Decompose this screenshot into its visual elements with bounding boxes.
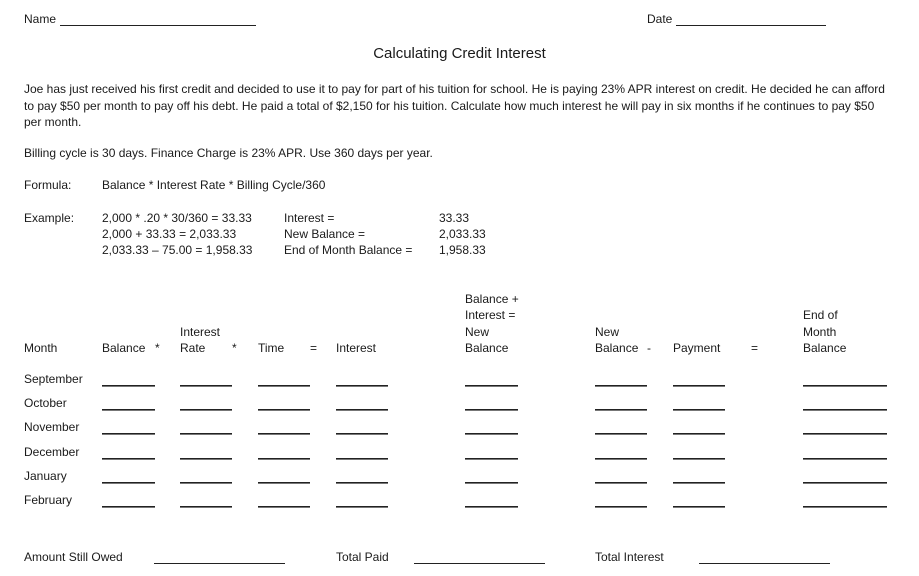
date-field[interactable] xyxy=(676,25,826,26)
op-minus: - xyxy=(647,341,651,355)
total-paid-field[interactable] xyxy=(414,563,545,564)
interest-answer-underline xyxy=(336,434,388,435)
interest-answer-underline xyxy=(336,459,388,460)
interest-rate-answer-underline xyxy=(180,434,232,435)
total-paid-label: Total Paid xyxy=(336,550,389,564)
col-interest-rate-line1: Interest xyxy=(180,325,221,339)
new-balance-formula-answer-underline xyxy=(465,459,518,460)
payment-answer-underline xyxy=(673,507,725,508)
end-balance-answer-underline xyxy=(803,483,887,484)
balance-answer-underline xyxy=(102,410,155,411)
interest-answer-underline xyxy=(336,483,388,484)
total-interest-label: Total Interest xyxy=(595,550,664,564)
end-balance-answer-underline xyxy=(803,507,887,508)
page-title: Calculating Credit Interest xyxy=(373,45,546,62)
payment-answer-underline xyxy=(673,483,725,484)
payment-answer-underline xyxy=(673,459,725,460)
col-end-balance-line2: Month xyxy=(803,325,837,339)
month-label: September xyxy=(24,372,83,386)
example-label-interest: Interest = xyxy=(284,211,335,225)
example-value-new-balance: 2,033.33 xyxy=(439,227,486,241)
name-label: Name xyxy=(24,12,57,26)
col-new-balance-formula-line3: New xyxy=(465,325,490,339)
time-answer-underline xyxy=(258,483,310,484)
col-new-balance-formula-line2: Interest = xyxy=(465,308,516,322)
example-value-end-balance: 1,958.33 xyxy=(439,243,486,257)
example-calc-new-balance: 2,000 + 33.33 = 2,033.33 xyxy=(102,227,237,241)
col-interest: Interest xyxy=(336,341,377,355)
time-answer-underline xyxy=(258,434,310,435)
amount-still-owed-label: Amount Still Owed xyxy=(24,550,123,564)
formula-text: Balance * Interest Rate * Billing Cycle/360 xyxy=(102,178,326,192)
op-multiply-2: * xyxy=(232,341,237,355)
intro-paragraph: Joe has just received his first credit and decided to use it to pay for part of his tuition for school. He is paying 23% APR interest on credit. He decided he can afford to pay $50 per month to pay off his debt. He paid a total of $2,150 for his tuition. Calculate how much interest he will pay in six months if he continues to pay $50 per month. xyxy=(24,82,885,129)
example-label: Example: xyxy=(24,211,75,225)
month-label: January xyxy=(24,469,67,483)
col-month: Month xyxy=(24,341,58,355)
time-answer-underline xyxy=(258,507,310,508)
example-label-end-balance: End of Month Balance = xyxy=(284,243,413,257)
name-field[interactable] xyxy=(60,25,256,26)
billing-info: Billing cycle is 30 days. Finance Charge is 23% APR. Use 360 days per year. xyxy=(24,146,433,160)
col-end-balance-line1: End of xyxy=(803,308,838,322)
col-new-balance-line2: Balance xyxy=(595,341,639,355)
new-balance-formula-answer-underline xyxy=(465,483,518,484)
formula-label: Formula: xyxy=(24,178,72,192)
col-time: Time xyxy=(258,341,285,355)
new-balance-answer-underline xyxy=(595,434,647,435)
end-balance-answer-underline xyxy=(803,434,887,435)
interest-rate-answer-underline xyxy=(180,507,232,508)
balance-answer-underline xyxy=(102,507,155,508)
interest-rate-answer-underline xyxy=(180,386,232,387)
total-interest-field[interactable] xyxy=(699,563,830,564)
example-value-interest: 33.33 xyxy=(439,211,470,225)
balance-answer-underline xyxy=(102,386,155,387)
col-new-balance-formula-line4: Balance xyxy=(465,341,509,355)
date-label: Date xyxy=(647,12,673,26)
new-balance-answer-underline xyxy=(595,410,647,411)
col-new-balance-line1: New xyxy=(595,325,620,339)
interest-answer-underline xyxy=(336,507,388,508)
end-balance-answer-underline xyxy=(803,459,887,460)
amount-still-owed-field[interactable] xyxy=(154,563,285,564)
example-calc-interest: 2,000 * .20 * 30/360 = 33.33 xyxy=(102,211,252,225)
end-balance-answer-underline xyxy=(803,410,887,411)
col-end-balance-line3: Balance xyxy=(803,341,847,355)
month-label: November xyxy=(24,420,80,434)
new-balance-formula-answer-underline xyxy=(465,507,518,508)
payment-answer-underline xyxy=(673,434,725,435)
interest-rate-answer-underline xyxy=(180,410,232,411)
col-interest-rate-line2: Rate xyxy=(180,341,206,355)
new-balance-answer-underline xyxy=(595,483,647,484)
payment-answer-underline xyxy=(673,410,725,411)
new-balance-formula-answer-underline xyxy=(465,386,518,387)
time-answer-underline xyxy=(258,386,310,387)
balance-answer-underline xyxy=(102,434,155,435)
op-multiply-1: * xyxy=(155,341,160,355)
interest-answer-underline xyxy=(336,410,388,411)
op-equals-1: = xyxy=(310,341,318,355)
end-balance-answer-underline xyxy=(803,386,887,387)
interest-answer-underline xyxy=(336,386,388,387)
col-balance: Balance xyxy=(102,341,146,355)
balance-answer-underline xyxy=(102,483,155,484)
balance-answer-underline xyxy=(102,459,155,460)
month-label: February xyxy=(24,493,73,507)
example-calc-end-balance: 2,033.33 – 75.00 = 1,958.33 xyxy=(102,243,253,257)
col-new-balance-formula-line1: Balance + xyxy=(465,292,519,306)
payment-answer-underline xyxy=(673,386,725,387)
new-balance-answer-underline xyxy=(595,386,647,387)
month-label: October xyxy=(24,396,67,410)
time-answer-underline xyxy=(258,459,310,460)
new-balance-formula-answer-underline xyxy=(465,410,518,411)
time-answer-underline xyxy=(258,410,310,411)
op-equals-2: = xyxy=(751,341,759,355)
new-balance-answer-underline xyxy=(595,507,647,508)
new-balance-formula-answer-underline xyxy=(465,434,518,435)
interest-rate-answer-underline xyxy=(180,459,232,460)
month-label: December xyxy=(24,445,80,459)
interest-rate-answer-underline xyxy=(180,483,232,484)
new-balance-answer-underline xyxy=(595,459,647,460)
col-payment: Payment xyxy=(673,341,721,355)
example-label-new-balance: New Balance = xyxy=(284,227,366,241)
